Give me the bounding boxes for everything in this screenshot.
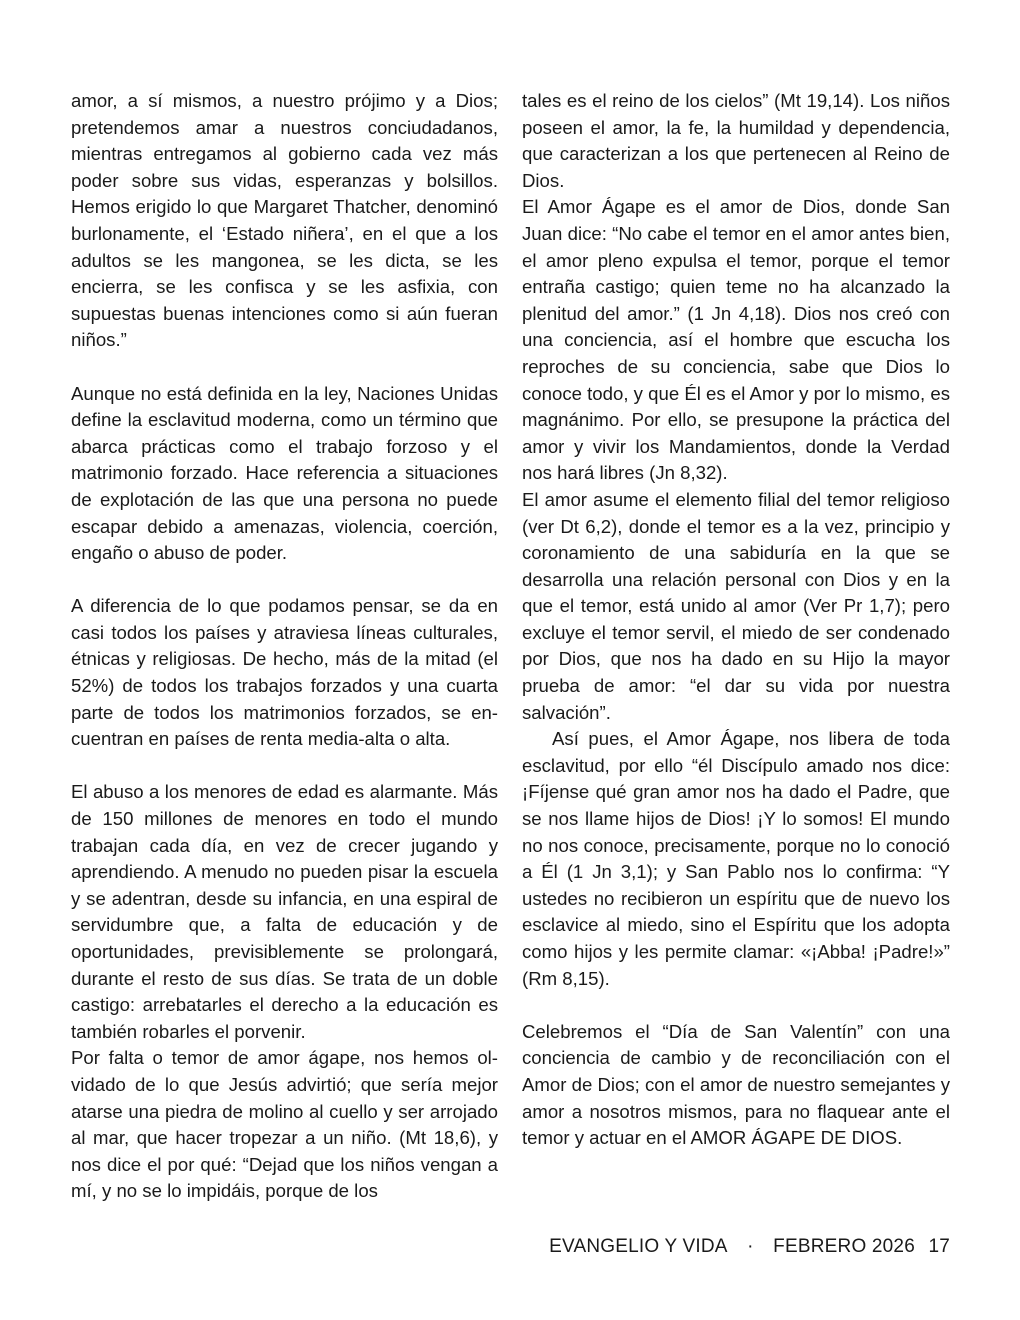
footer-separator: · xyxy=(747,1236,754,1257)
publication-name: EVANGELIO Y VIDA xyxy=(549,1236,728,1257)
paragraph: Celebremos el “Día de San Valentín” con una conciencia de cambio y de reconciliación con el Amor de Dios; con el amor de nuestro semejantes y amor a nosotros mismos, para no flaquear ante el temor y actuar en el AMOR ÁGAPE DE DIOS. xyxy=(522,1020,950,1149)
paragraph: El amor asume el elemento filial del temor religioso (ver Dt 6,2), donde el temor es a la vez, principio y coronamiento de una sabiduría en la que se desarrolla una relación personal con Dios y en la que el temor, está unido al amor (Ver Pr 1,7); pero excluye el temor servil, el miedo de ser condenado por Dios, que nos ha dado en su Hijo la mayor prueba de amor: “el dar su vida por nuestra salvación”. xyxy=(522,488,950,723)
paragraph: Aunque no está definida en la ley, Naciones Unidas define la esclavitud moderna, como un término que abarca prácticas como el trabajo forzoso y el matrimonio forzado. Hace referencia a situaciones de explotación de las que una persona no puede escapar debido a amenazas, violencia, coerción, engaño o abuso de poder. xyxy=(71,382,498,564)
paragraph: A diferencia de lo que podamos pensar, se da en casi todos los países y atraviesa líneas culturales, étnicas y religiosas. De hecho, más de la mitad (el 52%) de todos los trabajos forzados y una cuarta parte de todos los matrimonios forzados, se encuentran en países de renta media-alta o alta. xyxy=(71,595,498,750)
paragraph: Por falta o temor de amor ágape, nos hemos olvidado de lo que Jesús advirtió; que sería mejor atarse una piedra de molino al cuello y ser arrojado al mar, que hacer tropezar a un niño. (Mt 18,6), y nos dice el por qué: “Dejad que los niños vengan a mí, y no se lo impidáis, porque de los xyxy=(71,1047,498,1202)
page-number: 17 xyxy=(928,1236,950,1257)
paragraph: El abuso a los menores de edad es alarmante. Más de 150 millones de menores en todo el mundo trabajan cada día, en vez de crecer jugando y aprendiendo. A menudo no pueden pisar la escuela y se adentran, desde su infancia, en una espiral de servidumbre que, a falta de educación y de oportunidades, previsiblemente se prolongará, durante el resto de sus días. Se trata de un doble castigo: arrebatarles el derecho a la educación es también robarles el porvenir. xyxy=(71,781,498,1042)
issue-date: FEBRERO 2026 xyxy=(773,1236,915,1257)
left-column xyxy=(71,88,498,1205)
paragraph: tales es el reino de los cielos” (Mt 19,14). Los niños poseen el amor, la fe, la humildad y dependencia, que caracterizan a los que pertenecen al Reino de Dios. xyxy=(522,90,950,191)
page-footer xyxy=(549,1236,950,1258)
paragraph: Así pues, el Amor Ágape, nos libera de toda esclavitud, por ello “él Discípulo amado nos dice: ¡Fíjense qué gran amor nos ha dado el Padre, que se nos llame hijos de Dios! ¡Y lo somos! El mundo no nos conoce, precisamente, porque no lo conoció a Él (1 Jn 3,1); y San Pablo nos lo confirma: “Y ustedes no recibieron un espíritu que de nuevo los esclavice al miedo, sino el Espíritu que los adopta como hijos y les permite clamar: «¡Abba! ¡Padre!»” (Rm 8,15). xyxy=(522,728,950,989)
paragraph: amor, a sí mismos, a nuestro prójimo y a Dios; pretendemos amar a nuestros conciudadanos, mientras entregamos al gobierno cada vez más poder sobre sus vidas, esperanzas y bolsillos. Hemos erigido lo que Margaret Thatcher, denominó burlonamente, el ‘Estado niñera’, en el que a los adultos se les mangonea, se les dicta, se les encierra, se les confisca y se les asfixia, con supuestas buenas intenciones como si aún fueran niños.” xyxy=(71,90,498,351)
paragraph: El Amor Ágape es el amor de Dios, donde San Juan dice: “No cabe el temor en el amor antes bien, el amor pleno expulsa el temor, porque el temor entraña castigo; quien teme no ha alcanzado la plenitud del amor.” (1 Jn 4,18). Dios nos creó con una conciencia, así el hombre que escucha los reproches de su conciencia, sabe que Dios lo conoce todo, y que Él es el Amor y por lo mismo, es magnánimo. Por ello, se presupone la práctica del amor y vivir los Mandamientos, donde la Verdad nos hará libres (Jn 8,32). xyxy=(522,196,950,484)
right-column xyxy=(522,88,950,1152)
